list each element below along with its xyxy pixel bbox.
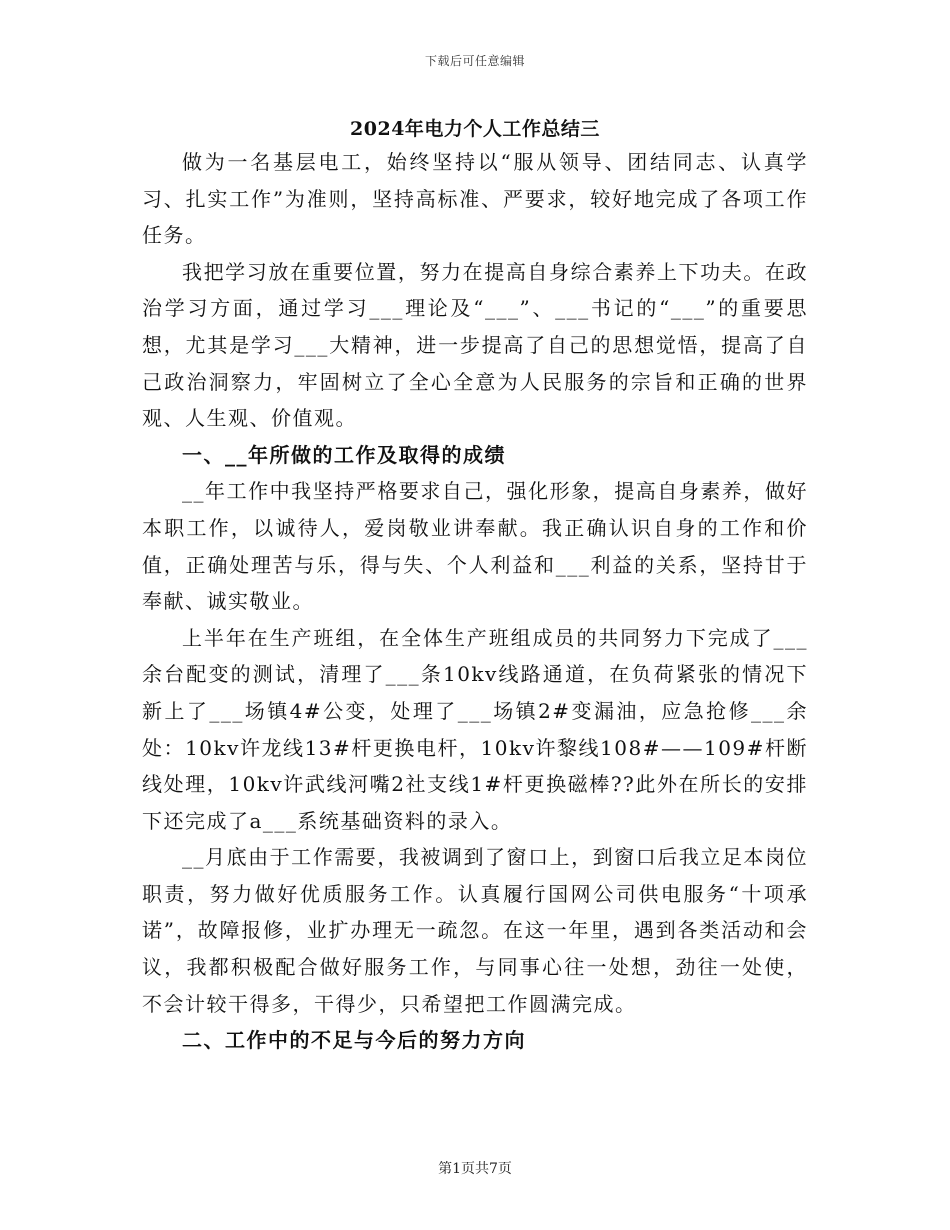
document-title: 2024年电力个人工作总结三 — [350, 118, 600, 140]
paragraph: 做为一名基层电工，始终坚持以“服从领导、团结同志、认真学习、扎实工作”为准则，坚持高标准、严要求，较好地完成了各项工作任务。 — [142, 150, 808, 248]
page-header-note: 下载后可任意编辑 — [424, 54, 525, 68]
paragraph: __月底由于工作需要，我被调到了窗口上，到窗口后我立足本岗位职责，努力做好优质服务工作。认真履行国网公司供电服务“十项承诺”，故障报修，业扩办理无一疏忽。在这一年里，遇到各类活动和会议，我都积极配合做好服务工作，与同事心往一处想，劲往一处使，不会计较干得多，干得少，只希望把工作圆满完成。 — [142, 845, 808, 1016]
document-body — [142, 144, 808, 1059]
section-heading: 一、__年所做的工作及取得的成绩 — [182, 442, 506, 467]
paragraph: 上半年在生产班组，在全体生产班组成员的共同努力下完成了___余台配变的测试，清理了___条10kv线路通道，在负荷紧张的情况下新上了___场镇4#公变，处理了___场镇2#变漏油，应急抢修___余处：10kv许龙线13#杆更换电杆，10kv许黎线108#——109#杆断线处理，10kv许武线河嘴2社支线1#杆更换磁棒??此外在所长的安排下还完成了a___系统基础资料的录入。 — [142, 625, 808, 833]
paragraph: __年工作中我坚持严格要求自己，强化形象，提高自身素养，做好本职工作，以诚待人，爱岗敬业讲奉献。我正确认识自身的工作和价值，正确处理苦与乐，得与失、个人利益和___利益的关系，坚持甘于奉献、诚实敬业。 — [142, 479, 808, 614]
section-heading: 二、工作中的不足与今后的努力方向 — [182, 1028, 526, 1053]
page-footer-number: 第1页共7页 — [438, 1161, 512, 1177]
paragraph: 我把学习放在重要位置，努力在提高自身综合素养上下功夫。在政治学习方面，通过学习___理论及“___”、___书记的“___”的重要思想，尤其是学习___大精神，进一步提高了自己的思想觉悟，提高了自己政治洞察力，牢固树立了全心全意为人民服务的宗旨和正确的世界观、人生观、价值观。 — [142, 259, 808, 431]
